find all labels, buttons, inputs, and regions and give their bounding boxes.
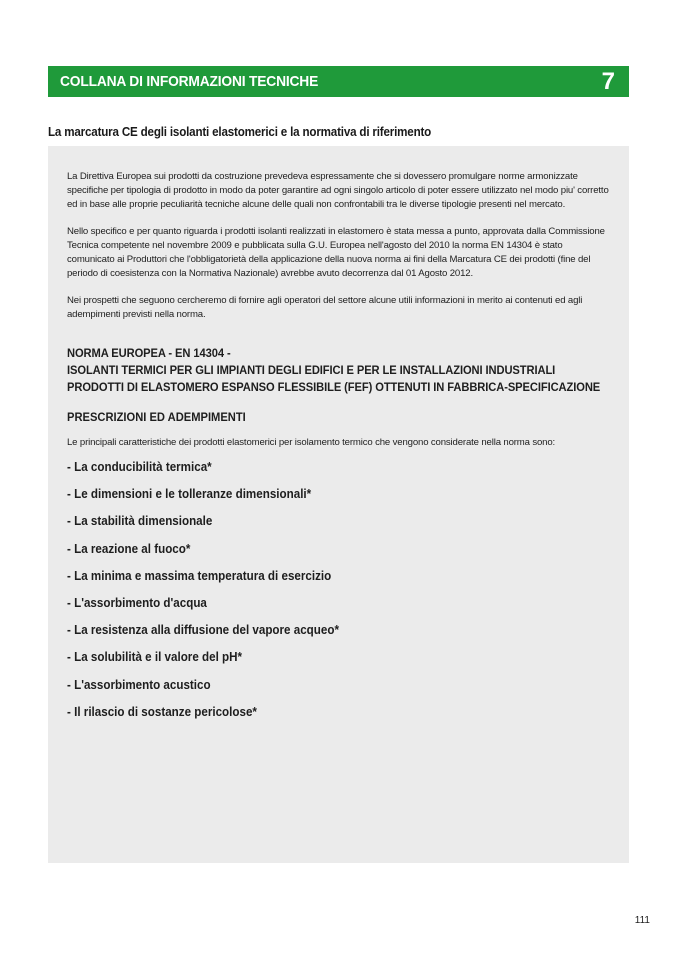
norma-heading (67, 345, 612, 396)
list-item: - L'assorbimento d'acqua (67, 595, 207, 610)
content-body (67, 170, 612, 732)
list-item: - La solubilità e il valore del pH* (67, 650, 243, 665)
section-title: COLLANA DI INFORMAZIONI TECNICHE (60, 73, 319, 90)
page-subtitle: La marcatura CE degli isolanti elastomerici e la normativa di riferimento (48, 125, 432, 139)
paragraph-en14304: Nello specifico e per quanto riguarda i prodotti isolanti realizzati in elastomero è stata messa a punto, approvata dalla Commissione Tecnica competente nel novembre 2009 e pubblicata sulla G.U. Europea nell'agosto del 2010 la norma EN 14304 è stato comunicato ai Produttori che l'obbligatorietà della applicazione della nuova norma ai fini della Marcatura CE dei prodotti (fine del periodo di coesistenza con la Normativa Nazionale) avrebbe avuto decorrenza dal 01 Agosto 2012. (67, 226, 605, 279)
list-item: - La reazione al fuoco* (67, 541, 191, 556)
list-item: - Il rilascio di sostanze pericolose* (67, 704, 257, 719)
list-item: - L'assorbimento acustico (67, 677, 211, 692)
page-number: 111 (634, 915, 650, 926)
list-item: - La stabilità dimensionale (67, 514, 213, 529)
characteristics-list (67, 460, 612, 732)
list-item: - La minima e massima temperatura di esercizio (67, 568, 332, 583)
norma-heading-line: PRODOTTI DI ELASTOMERO ESPANSO FLESSIBILE (FEF) OTTENUTI IN FABBRICA-SPECIFICAZIONE (67, 380, 601, 394)
paragraph-prospects: Nei prospetti che seguono cercheremo di fornire agli operatori del settore alcune utili informazioni in merito ai contenuti ed agli adempimenti previsti nella norma. (67, 295, 583, 320)
chapter-number: 7 (601, 68, 615, 95)
content-panel (48, 146, 629, 863)
paragraph-directive: La Direttiva Europea sui prodotti da costruzione prevedeva espressamente che si dovessero promulgare norme armonizzate specifiche per tipologia di prodotto in modo da poter garantire ad ogni singolo articolo di poter essere utilizzato nel modo piu' corretto ed in base alle proprie peculiarità tecniche alcune delle quali non confrontabili tra le diverse tipologie presenti nel mercato. (67, 171, 609, 210)
list-item: - La conducibilità termica* (67, 460, 212, 474)
prescrizioni-heading: PRESCRIZIONI ED ADEMPIMENTI (67, 410, 246, 424)
list-item: - La resistenza alla diffusione del vapore acqueo* (67, 623, 339, 638)
section-banner (48, 66, 629, 97)
list-item: - Le dimensioni e le tolleranze dimensionali* (67, 487, 312, 502)
characteristics-intro: Le principali caratteristiche dei prodotti elastomerici per isolamento termico che vengono considerate nella norma sono: (67, 437, 556, 448)
norma-heading-line: NORMA EUROPEA - EN 14304 - (67, 346, 231, 360)
norma-heading-line: ISOLANTI TERMICI PER GLI IMPIANTI DEGLI EDIFICI E PER LE INSTALLAZIONI INDUSTRIALI (67, 363, 556, 377)
